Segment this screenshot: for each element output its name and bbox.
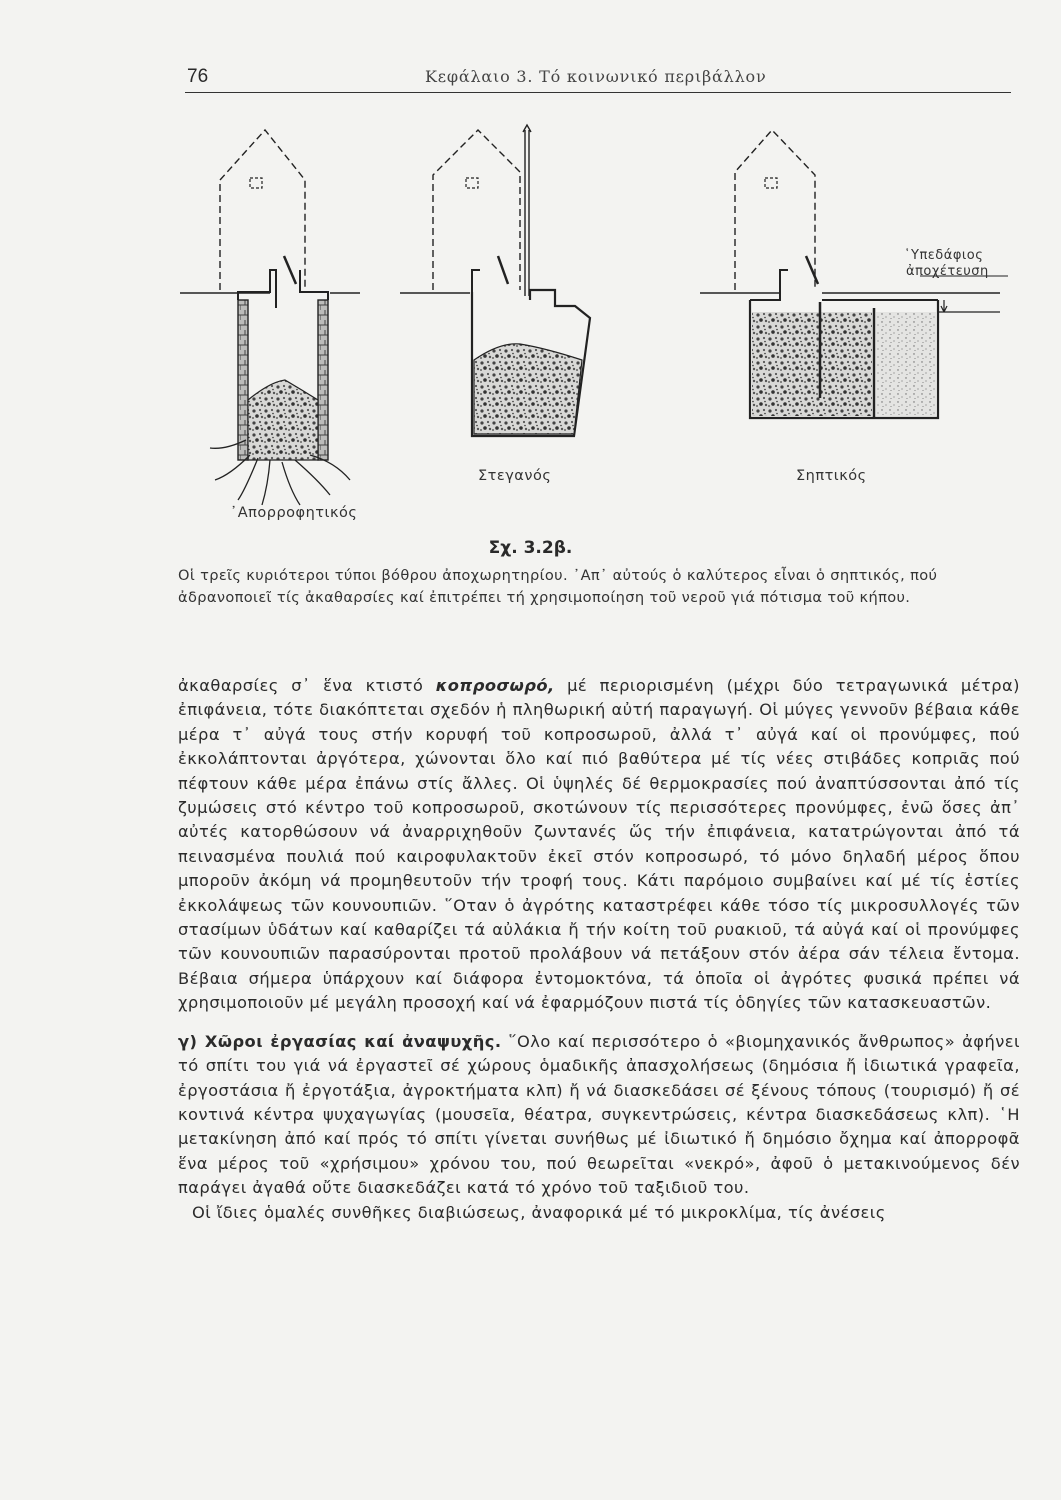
keyword-koprosoros: κοπροσωρό, (435, 676, 555, 695)
running-title: Κεφάλαιο 3. Τό κοινωνικό περιβάλλον (425, 67, 767, 86)
figure-number: Σχ. 3.2β. (488, 538, 573, 558)
absorbent-pit-drawing (180, 130, 360, 505)
section-heading: γ) Χῶροι ἐργασίας καί ἀναψυχῆς. (178, 1031, 502, 1051)
body-text (178, 674, 1020, 1225)
paragraph-3: Οἱ ἴδιες ὁμαλές συνθῆκες διαβιώσεως, ἀναφορικά μέ τό μικροκλίμα, τίς ἀνέσεις (192, 1202, 886, 1222)
paragraph-2: γ) Χῶροι ἐργασίας καί ἀναψυχῆς. ῞Ολο καί περισσότερο ὁ «βιομηχανικός ἄνθρωπος» ἀφήνει τό σπίτι του γιά νά ἐργαστεῖ σέ χώρους ὁμαδικῆς ἀπασχολήσεως (δημόσια ἤ ἰδιωτικά γραφεῖα, ἐργοστάσια ἤ ἐργοτάξια, ἀγροκτήματα κλπ) ἤ νά διασκεδάσει σέ ξένους τόπους (τουρισμό) ἤ σέ κοντινά κέντρα ψυχαγωγίας (μουσεῖα, θέατρα, συγκεντρώσεις, κέντρα διασκεδάσεως κλπ). ῾Η μετακίνηση ἀπό καί πρός τό σπίτι γίνεται συνήθως μέ ἰδιωτικό ἤ δημόσιο ὄχημα καί ἀπορροφᾶ ἕνα μέρος τοῦ «χρήσιμου» χρόνου του, πού θεωρεῖται «νεκρό», ἀφοῦ ὁ μετακινούμενος δέν παράγει ἀγαθά οὔτε διασκεδάζει κατά τό χρόνο τοῦ ταξιδιοῦ του. (178, 1031, 1020, 1198)
page-header (185, 64, 1011, 93)
label-underground-drain-1: ῾Υπεδάφιος (904, 248, 984, 263)
label-septic: Σηπτικός (796, 468, 867, 484)
label-absorbent: ᾿Απορροφητικός (230, 505, 358, 521)
label-underground-drain-2: ἀποχέτευση (906, 264, 989, 279)
page-number: 76 (187, 66, 209, 87)
label-watertight: Στεγανός (478, 468, 552, 484)
paragraph-1: ἀκαθαρσίες σ᾿ ἕνα κτιστό κοπροσωρό, μέ περιορισμένη (μέχρι δύο τετραγωνικά μέτρα) ἐπιφάνεια, τότε διακόπτεται σχεδόν ἡ πληθωρική αὐτή παραγωγή. Οἱ μύγες γεννοῦν βέβαια κάθε μέρα τ᾿ αὐγά τους στήν κορυφή τοῦ κοπροσωροῦ, ἀλλά τ᾿ αὐγά καί οἱ προνύμφες, πού ἐκκολάπτονται ἀργότερα, χώνονται ὅλο καί πιό βαθύτερα μέ τίς νέες στιβάδες κοπριᾶς πού πέφτουν κάθε μέρα ἐπάνω στίς ἄλλες. Οἱ ὑψηλές δέ θερμοκρασίες πού ἀναπτύσσονται ἀπό τίς ζυμώσεις στό κέντρο τοῦ κοπροσωροῦ, σκοτώνουν τίς περισσότερες προνύμφες, ἐνῶ ὅσες ἀπ᾿ αὐτές κατορθώσουν νά ἀναρριχηθοῦν ζωντανές ὥς τήν ἐπιφάνεια, κατατρώγονται ἀπό τά πεινασμένα πουλιά πού καιροφυλακτοῦν ἐκεῖ στόν κοπροσωρό, τό μόνο δηλαδή μέρος ὅπου μποροῦν ἀκόμη νά προμηθευτοῦν τήν τροφή τους. Κάτι παρόμοιο συμβαίνει καί μέ τίς ἑστίες ἐκκολάψεως τῶν κουνουπιῶν. ῞Οταν ὁ ἀγρότης καταστρέφει κάθε τόσο τίς μικροσυλλογές τῶν στασίμων ὑδάτων καί καθαρίζει τά αὐλάκια ἤ τήν κοίτη τοῦ ρυακιοῦ, τά αὐγά καί οἱ προνύμφες τῶν κουνουπιῶν παρασύρονται προτοῦ προλάβουν νά πετάξουν στόν ἀέρα σάν τέλεια ἔντομα. Βέβαια σήμερα ὑπάρχουν καί διάφορα ἐντομοκτόνα, τά ὁποῖα οἱ ἀγρότες φυσικά πρέπει νά χρησιμοποιοῦν μέ μεγάλη προσοχή καί νά ἐφαρμόζουν πιστά τίς ὁδηγίες τῶν κατασκευαστῶν. (178, 676, 1020, 1013)
cesspit-figure (0, 100, 1061, 520)
figure-caption: Οἱ τρεῖς κυριότεροι τύποι βόθρου ἀποχωρητηρίου. ᾿Απ᾿ αὐτούς ὁ καλύτερος εἶναι ὁ σηπτικός, πού ἀδρανοποιεῖ τίς ἀκαθαρσίες καί ἐπιτρέπει τή χρησιμοποίηση τοῦ νεροῦ γιά πότισμα τοῦ κήπου. (178, 567, 938, 606)
watertight-pit-drawing (400, 125, 590, 436)
